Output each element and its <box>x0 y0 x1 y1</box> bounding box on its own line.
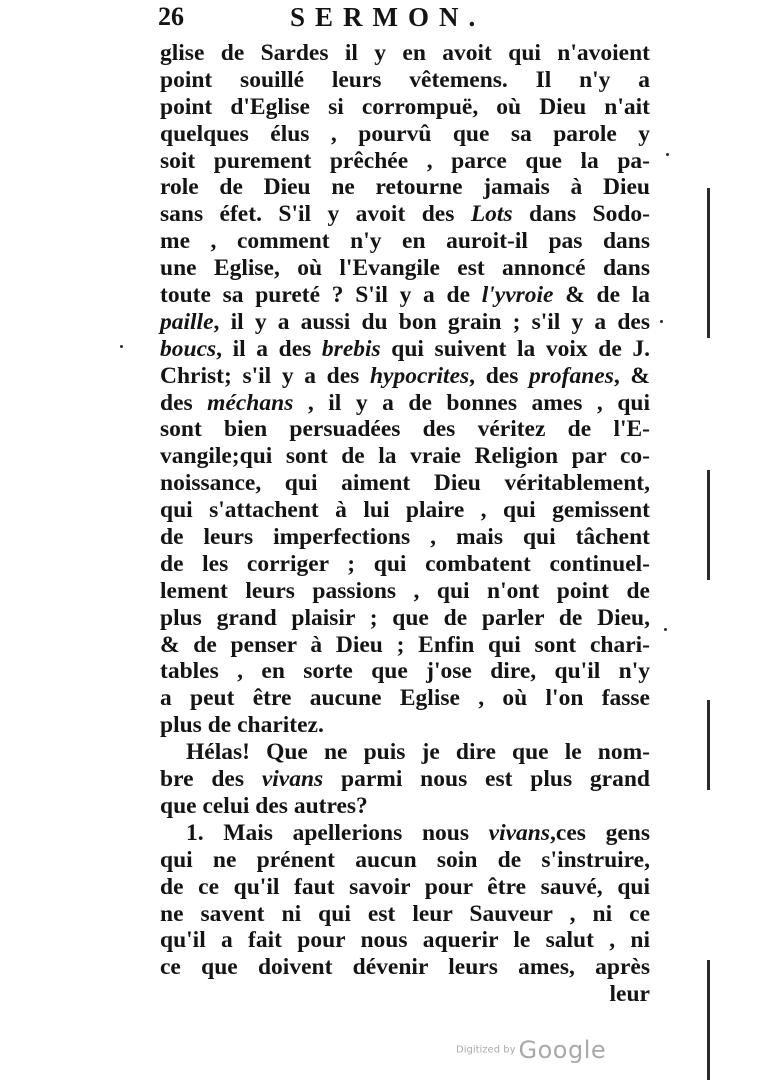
text-line <box>160 632 650 659</box>
text-span: de leurs imperfections , mais qui tâchent <box>160 524 650 551</box>
text-span: noissance, qui aiment Dieu véritablement, <box>160 470 650 497</box>
text-line <box>160 524 650 551</box>
italic-span: vivans <box>488 819 551 846</box>
text-line <box>160 363 650 390</box>
text-line <box>160 712 650 739</box>
text-span: qui suivent la voix de J. <box>380 335 650 362</box>
text-line <box>160 228 650 255</box>
text-line <box>160 94 650 121</box>
text-span: 1. Mais apellerions nous <box>186 819 489 846</box>
text-span: que celui des autres? <box>160 792 368 819</box>
text-span: sans éfet. S'il y avoit des <box>160 201 471 228</box>
text-line <box>160 148 650 175</box>
text-span: Christ; s'il y a des <box>160 362 370 389</box>
text-span: plus grand plaisir ; que de parler de Dieu, <box>160 604 650 631</box>
text-span: toute sa pureté ? S'il y a de <box>160 282 482 309</box>
margin-speck <box>660 320 663 323</box>
text-span: & de penser à Dieu ; Enfin qui sont chari- <box>160 631 650 658</box>
text-line <box>160 416 650 443</box>
text-span: point d'Eglise si corrompuë, où Dieu n'ait <box>160 93 650 120</box>
text-span: de les corriger ; qui combatent continuel- <box>160 550 650 577</box>
margin-speck <box>120 345 123 348</box>
text-span: qui s'attachent à lui plaire , qui gemissent <box>160 497 650 524</box>
text-line <box>160 551 650 578</box>
text-span: , & <box>613 362 650 389</box>
text-span: ne savent ni qui est leur Sauveur , ni ce <box>160 900 650 927</box>
text-line <box>160 121 650 148</box>
text-span: qu'il a fait pour nous aquerir le salut , ni <box>160 927 650 954</box>
digitized-watermark <box>456 1036 606 1064</box>
text-span: plus de charitez. <box>160 712 324 739</box>
text-span: , des <box>469 362 530 389</box>
text-span: vangile;qui sont de la vraie Religion par co- <box>160 443 650 470</box>
text-line <box>160 820 650 847</box>
text-span: a peut être aucune Eglise , où l'on fasse <box>160 685 650 712</box>
margin-speck <box>666 153 669 156</box>
text-span: sont bien persuadées des véritez de l'E- <box>160 416 650 443</box>
text-line <box>160 739 650 766</box>
text-span: , il y a de bonnes ames , qui <box>293 389 650 416</box>
text-span: dans Sodo- <box>512 201 650 228</box>
italic-span: hypocrites <box>369 362 470 389</box>
text-span: role de Dieu ne retourne jamais à Dieu <box>160 174 650 201</box>
text-line <box>160 497 650 524</box>
text-span: & de la <box>553 282 650 309</box>
text-line <box>160 766 650 793</box>
text-span: lement leurs passions , qui n'ont point de <box>160 577 650 604</box>
text-line <box>160 578 650 605</box>
text-line <box>160 901 650 928</box>
text-span: tables , en sorte que j'ose dire, qu'il n'y <box>160 658 650 685</box>
watermark-prefix: Digitized by <box>456 1044 516 1056</box>
text-span: , il y a aussi du bon grain ; s'il y a des <box>213 308 650 335</box>
text-line <box>160 470 650 497</box>
text-span: une Eglise, où l'Evangile est annoncé dans <box>160 255 650 282</box>
page-header <box>158 2 658 38</box>
text-span: soit purement prêchée , parce que la pa- <box>160 147 650 174</box>
google-wordmark: Google <box>518 1036 607 1064</box>
text-line <box>160 40 650 67</box>
text-line <box>160 174 650 201</box>
text-span: ,ces gens <box>550 819 650 846</box>
catchword: leur <box>609 981 650 1008</box>
text-span: glise de Sardes il y en avoit qui n'avoient <box>160 40 650 66</box>
text-line <box>160 67 650 94</box>
text-line <box>160 658 650 685</box>
text-line <box>160 874 650 901</box>
text-span: ce que doivent dévenir leurs ames, après <box>160 954 650 981</box>
italic-span: boucs <box>160 335 217 362</box>
text-span: Hélas! Que ne puis je dire que le nom- <box>186 739 650 766</box>
italic-span: Lots <box>470 201 513 228</box>
text-line <box>160 605 650 632</box>
text-span: parmi nous est plus grand <box>323 766 650 793</box>
text-line <box>160 954 650 981</box>
text-line <box>160 443 650 470</box>
text-span: point souillé leurs vêtemens. Il n'y a <box>160 66 650 93</box>
text-line <box>160 685 650 712</box>
text-span: des <box>160 389 208 416</box>
italic-span: vivans <box>261 766 324 793</box>
page-edge-rule <box>707 188 710 338</box>
text-line <box>160 847 650 874</box>
text-span: de ce qu'il faut savoir pour être sauvé, qui <box>160 873 650 900</box>
text-line <box>160 927 650 954</box>
margin-speck <box>664 628 667 631</box>
text-line <box>160 282 650 309</box>
text-line <box>160 255 650 282</box>
text-span: me , comment n'y en auroit-il pas dans <box>160 228 650 255</box>
sermon-text-block <box>160 40 650 1008</box>
page-edge-rule <box>707 700 710 790</box>
text-line <box>160 336 650 363</box>
italic-span: méchans <box>207 389 294 416</box>
italic-span: profanes <box>529 362 614 389</box>
text-span: quelques élus , pourvû que sa parole y <box>160 120 650 147</box>
page-edge-rule <box>707 960 710 1080</box>
text-line <box>160 793 650 820</box>
text-line <box>160 390 650 417</box>
text-line <box>160 201 650 228</box>
italic-span: paille <box>160 308 214 335</box>
page-number: 26 <box>158 2 184 31</box>
italic-span: l'yvroie <box>481 282 554 309</box>
text-line <box>160 309 650 336</box>
text-span: qui ne prénent aucun soin de s'instruire, <box>160 846 650 873</box>
running-head: SERMON. <box>290 2 486 32</box>
page-edge-rule <box>707 470 710 580</box>
italic-span: brebis <box>321 335 381 362</box>
text-span: , il a des <box>216 335 322 362</box>
text-span: bre des <box>160 766 262 793</box>
